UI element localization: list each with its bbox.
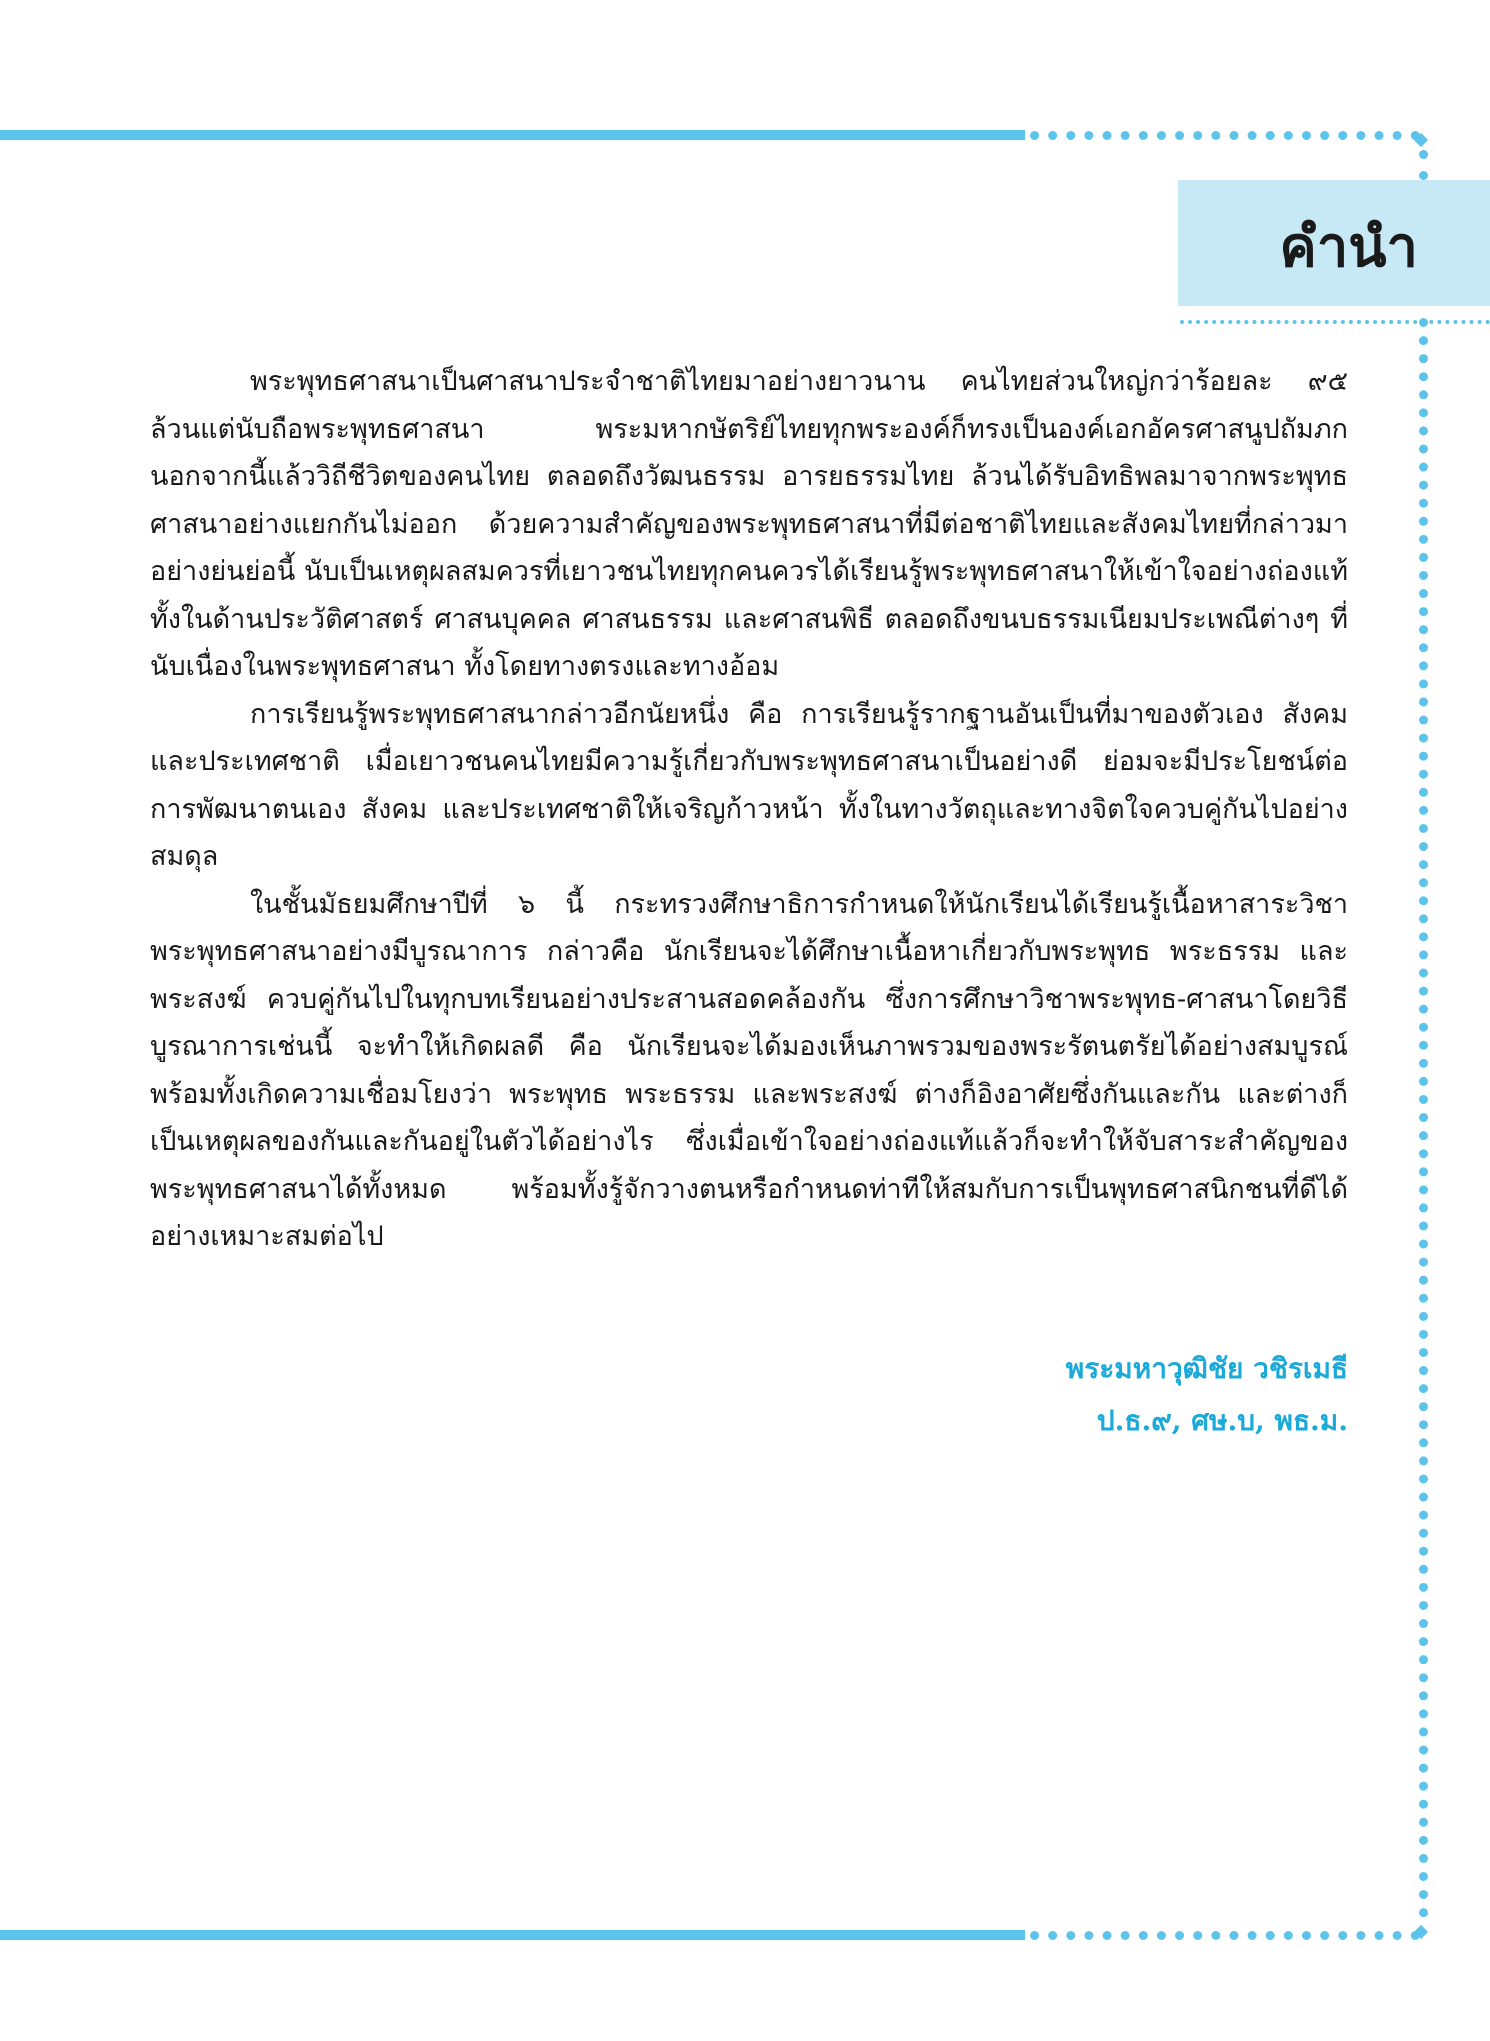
top-frame-bar [0, 130, 1025, 140]
preface-body [150, 358, 1348, 1261]
signature-block [1066, 1343, 1348, 1447]
page-title: คำนำ [1279, 215, 1418, 280]
author-credentials: ป.ธ.๙, ศษ.บ, พธ.ม. [1096, 1404, 1348, 1437]
heading-box [1178, 180, 1490, 306]
bottom-frame-bar [0, 1930, 1025, 1940]
paragraph-1: พระพุทธศาสนาเป็นศาสนาประจำชาติไทยมาอย่างยาวนาน คนไทยส่วนใหญ่กว่าร้อยละ ๙๕ ล้วนแต่นับถือพระพุทธศาสนา พระมหากษัตริย์ไทยทุกพระองค์ก็ทรงเป็นองค์เอกอัครศาสนูปถัมภก นอกจากนี้แล้ววิถีชีวิตของคนไทย ตลอดถึงวัฒนธรรม อารยธรรมไทย ล้วนได้รับอิทธิพลมาจากพระพุทธศาสนาอย่างแยกกันไม่ออก ด้วยความสำคัญของพระพุทธศาสนาที่มีต่อชาติไทยและสังคมไทยที่กล่าวมาอย่างย่นย่อนี้ นับเป็นเหตุผลสมควรที่เยาวชนไทยทุกคนควรได้เรียนรู้พระพุทธศาสนาให้เข้าใจอย่างถ่องแท้ ทั้งในด้านประวัติศาสตร์ ศาสนบุคคล ศาสนธรรม และศาสนพิธี ตลอดถึงขนบธรรมเนียมประเพณีต่างๆ ที่นับเนื่องในพระพุทธศาสนา ทั้งโดยทางตรงและทางอ้อม [150, 366, 1348, 682]
right-frame-dots-upper [1419, 150, 1428, 180]
bottom-frame-dashes [1030, 1931, 1420, 1940]
paragraph-2: การเรียนรู้พระพุทธศาสนากล่าวอีกนัยหนึ่ง คือ การเรียนรู้รากฐานอันเป็นที่มาของตัวเอง สังคมและประเทศชาติ เมื่อเยาวชนคนไทยมีความรู้เกี่ยวกับพระพุทธศาสนาเป็นอย่างดี ย่อมจะมีประโยชน์ต่อการพัฒนาตนเอง สังคม และประเทศชาติให้เจริญก้าวหน้า ทั้งในทางวัตถุและทางจิตใจควบคู่กันไปอย่างสมดุล [150, 698, 1348, 872]
heading-underline-dots [1180, 320, 1490, 324]
right-frame-dots [1419, 318, 1428, 1918]
top-frame-dashes [1030, 131, 1420, 140]
author-name: พระมหาวุฒิชัย วชิรเมธี [1065, 1352, 1348, 1385]
paragraph-3: ในชั้นมัธยมศึกษาปีที่ ๖ นี้ กระทรวงศึกษาธิการกำหนดให้นักเรียนได้เรียนรู้เนื้อหาสาระวิชาพระพุทธศาสนาอย่างมีบูรณาการ กล่าวคือ นักเรียนจะได้ศึกษาเนื้อหาเกี่ยวกับพระพุทธ พระธรรม และพระสงฆ์ ควบคู่กันไปในทุกบทเรียนอย่างประสานสอดคล้องกัน ซึ่งการศึกษาวิชาพระพุทธ-ศาสนาโดยวิธีบูรณาการเช่นนี้ จะทำให้เกิดผลดี คือ นักเรียนจะได้มองเห็นภาพรวมของพระรัตนตรัยได้อย่างสมบูรณ์ พร้อมทั้งเกิดความเชื่อมโยงว่า พระพุทธ พระธรรม และพระสงฆ์ ต่างก็อิงอาศัยซึ่งกันและกัน และต่างก็เป็นเหตุผลของกันและกันอยู่ในตัวได้อย่างไร ซึ่งเมื่อเข้าใจอย่างถ่องแท้แล้วก็จะทำให้จับสาระสำคัญของพระพุทธศาสนาได้ทั้งหมด พร้อมทั้งรู้จักวางตนหรือกำหนดท่าทีให้สมกับการเป็นพุทธศาสนิกชนที่ดีได้อย่างเหมาะสมต่อไป [150, 888, 1348, 1252]
